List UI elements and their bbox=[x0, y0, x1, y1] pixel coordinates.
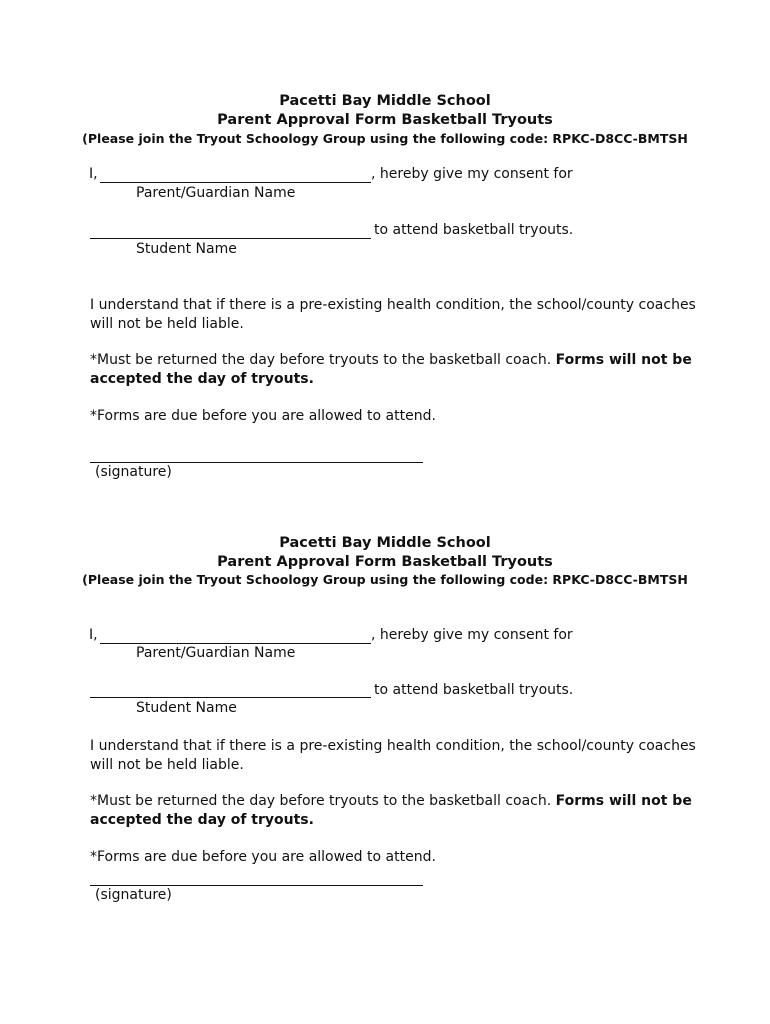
return-note-bold-cont: accepted the day of tryouts. bbox=[90, 812, 314, 828]
consent-suffix: , hereby give my consent for bbox=[371, 627, 573, 643]
return-note bbox=[90, 352, 692, 368]
form-title: Parent Approval Form Basketball Tryouts bbox=[217, 554, 553, 570]
signature-field[interactable] bbox=[90, 885, 423, 886]
attend-text: to attend basketball tryouts. bbox=[374, 222, 574, 238]
return-note-text: *Must be returned the day before tryouts to the basketball coach. bbox=[90, 352, 552, 368]
return-note-bold-cont: accepted the day of tryouts. bbox=[90, 371, 314, 387]
schoology-instruction: (Please join the Tryout Schoology Group using the following code: RPKC-D8CC-BMTSH bbox=[82, 131, 688, 146]
due-note: *Forms are due before you are allowed to attend. bbox=[90, 408, 436, 424]
return-note bbox=[90, 793, 692, 809]
liability-line-2: will not be held liable. bbox=[90, 316, 244, 332]
consent-suffix: , hereby give my consent for bbox=[371, 166, 573, 182]
liability-line-2: will not be held liable. bbox=[90, 757, 244, 773]
signature-label: (signature) bbox=[95, 887, 172, 903]
school-name: Pacetti Bay Middle School bbox=[279, 535, 491, 551]
parent-name-field[interactable] bbox=[100, 643, 371, 644]
consent-prefix: I, bbox=[89, 166, 98, 182]
student-name-field[interactable] bbox=[90, 238, 371, 239]
liability-line-1: I understand that if there is a pre-existing health condition, the school/county coaches bbox=[90, 297, 696, 313]
attend-text: to attend basketball tryouts. bbox=[374, 682, 574, 698]
consent-prefix: I, bbox=[89, 627, 98, 643]
signature-label: (signature) bbox=[95, 464, 172, 480]
form-title: Parent Approval Form Basketball Tryouts bbox=[217, 112, 553, 128]
student-name-field[interactable] bbox=[90, 697, 371, 698]
schoology-instruction: (Please join the Tryout Schoology Group using the following code: RPKC-D8CC-BMTSH bbox=[82, 572, 688, 587]
parent-name-field[interactable] bbox=[100, 182, 371, 183]
parent-guardian-label: Parent/Guardian Name bbox=[136, 645, 296, 661]
due-note: *Forms are due before you are allowed to attend. bbox=[90, 849, 436, 865]
return-note-bold: Forms will not be bbox=[555, 793, 692, 809]
liability-line-1: I understand that if there is a pre-existing health condition, the school/county coaches bbox=[90, 738, 696, 754]
return-note-bold: Forms will not be bbox=[555, 352, 692, 368]
signature-field[interactable] bbox=[90, 462, 423, 463]
student-name-label: Student Name bbox=[136, 700, 237, 716]
return-note-text: *Must be returned the day before tryouts to the basketball coach. bbox=[90, 793, 552, 809]
school-name: Pacetti Bay Middle School bbox=[279, 93, 491, 109]
parent-guardian-label: Parent/Guardian Name bbox=[136, 185, 296, 201]
student-name-label: Student Name bbox=[136, 241, 237, 257]
